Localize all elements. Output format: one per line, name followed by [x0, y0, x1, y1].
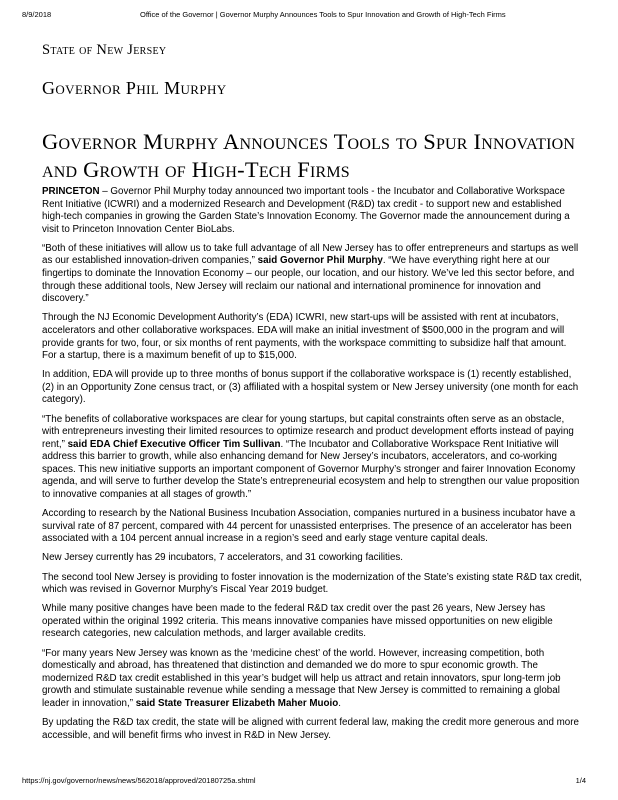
governor-name[interactable]: Governor Phil Murphy — [42, 78, 227, 98]
print-page-title: Office of the Governor | Governor Murphy Announces Tools to Spur Innovation and Growth of High-Tech Firms — [140, 10, 506, 19]
dateline: PRINCETON — [42, 186, 100, 197]
paragraph-3: Through the NJ Economic Development Authority’s (EDA) ICWRI, new start-ups will be assisted with rent at incubators, accelerators and other collaborative workspaces. EDA will make an initial investment of $500,000 in the program and will provide grants for two, four, or six months of rent payments, with the workspace committing to subsidize half that amount. For a startup, there is a maximum benefit of up to $15,000. — [42, 312, 567, 362]
paragraph-9: While many positive changes have been made to the federal R&D tax credit over the past 26 years, New Jersey has operated within the original 1992 criteria. This means innovative companies have missed opportunities on new eligible research categories, new calculation methods, and larger available credits. — [42, 603, 553, 640]
paragraph-1: PRINCETON – Governor Phil Murphy today announced two important tools - the Incubator and Collaborative Workspace Rent Initiative (ICWRI) and a modernized Research and Development (R&D) tax credit - to support new and established high-tech companies in growing the Garden State’s Innovation Economy. The Governor made the announcement during a visit to Princeton Innovation Center BioLabs. — [42, 186, 570, 235]
page-number: 1/4 — [575, 776, 586, 785]
article-headline: Governor Murphy Announces Tools to Spur Innovation and Growth of High-Tech Firms — [42, 129, 576, 182]
paragraph-4: In addition, EDA will provide up to three months of bonus support if the collaborative workspace is (1) recently established, (2) in an Opportunity Zone census tract, or (3) affiliated with a hospital system or New Jersey university (one month for each category). — [42, 369, 579, 406]
state-name[interactable]: State of New Jersey — [42, 42, 167, 58]
paragraph-11: By updating the R&D tax credit, the state will be aligned with current federal law, making the credit more generous and more accessible, and will benefit firms who invest in R&D in New Jersey. — [42, 716, 579, 741]
paragraph-2: “Both of these initiatives will allow us to take full advantage of all New Jersey has to offer entrepreneurs and startups as well as our established innovation-driven companies,” said Governor Phil Murphy. “We have everything right here at our fingertips to dominate the Innovation Economy – our people, our location, and our history. We’ve led this sector before, and through these additional tools, New Jersey will reclaim our national and international prominence for innovation and discovery.” — [42, 242, 579, 305]
quote-attribution: said EDA Chief Executive Officer Tim Sullivan — [67, 438, 281, 450]
print-header — [22, 10, 596, 22]
quote-attribution: said State Treasurer Elizabeth Maher Muoio — [135, 697, 339, 709]
paragraph-5: “The benefits of collaborative workspaces are clear for young startups, but capital constraints often serve as an obstacle, with entrepreneurs investing their limited resources to optimize research and product development efforts instead of paying rent,” said EDA Chief Executive Officer Tim Sullivan. “The Incubator and Collaborative Workspace Rent Initiative will address this barrier to growth, while also enhancing demand for New Jersey’s incubators, accelerators, and co-working spaces. This new initiative supports an important component of Governor Murphy’s stronger and fairer Innovation Economy agenda, and will serve to further develop the State’s entrepreneurial ecosystem and help to strengthen our value proposition to innovative companies at all stages of growth.” — [42, 413, 580, 501]
print-footer — [22, 776, 596, 788]
article-body — [42, 186, 582, 749]
paragraph-6: According to research by the National Business Incubation Association, companies nurtured in a business incubator have a survival rate of 87 percent, compared with 44 percent for unassisted enterprises. The presence of an accelerator has been associated with a 104 percent annual increase in a region’s seed and early stage venture capital deals. — [42, 508, 576, 545]
page-url: https://nj.gov/governor/news/news/562018/approved/20180725a.shtml — [22, 776, 256, 785]
paragraph-8: The second tool New Jersey is providing to foster innovation is the modernization of the State’s existing state R&D tax credit, which was revised in Governor Murphy’s Fiscal Year 2019 budget. — [42, 571, 583, 596]
paragraph-10: “For many years New Jersey was known as the ‘medicine chest’ of the world. However, increasing competition, both domestically and abroad, has threatened that distinction and demanded we do more to spur economic growth. The modernized R&D tax credit established in this year’s budget will help us attract and retain innovators, spur long-term job growth and stimulate sustainable revenue while sending a message that New Jersey is committed to remaining a global leader in innovation,” said State Treasurer Elizabeth Maher Muoio. — [42, 647, 561, 709]
quote-attribution: said Governor Phil Murphy — [257, 255, 383, 267]
paragraph-7: New Jersey currently has 29 incubators, 7 accelerators, and 31 coworking facilities. — [42, 552, 404, 564]
print-date: 8/9/2018 — [22, 10, 52, 19]
